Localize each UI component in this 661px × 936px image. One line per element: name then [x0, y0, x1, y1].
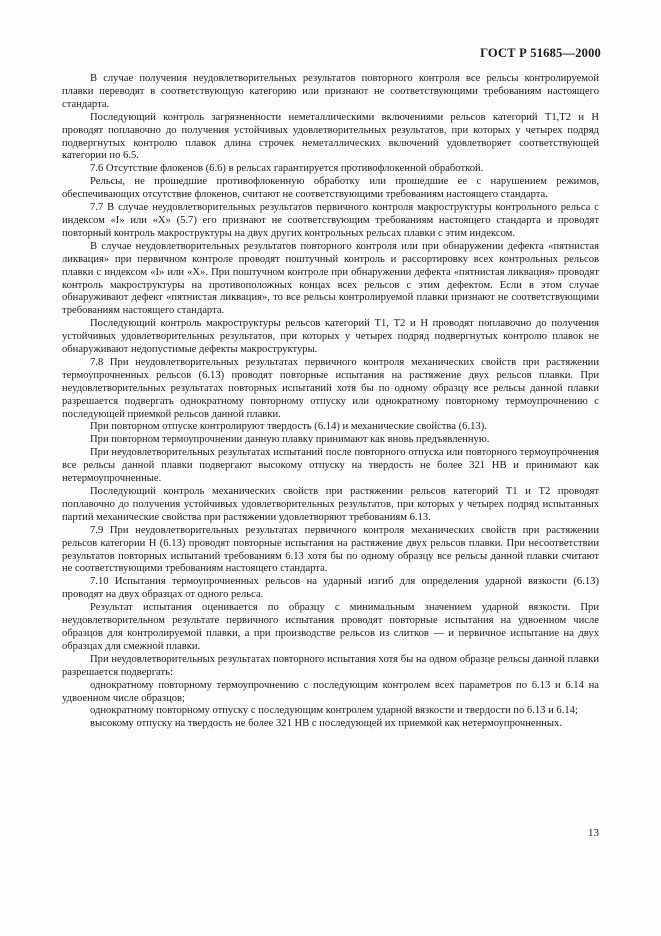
- paragraph: В случае получения неудовлетворительных результатов повторного контроля все рельсы контролируемой плавки переводят в соответствующую категорию или признают не соответствующими требованиям настоящего стандарта.: [62, 73, 599, 110]
- paragraph: Последующий контроль механических свойств при растяжении рельсов категорий Т1 и Т2 проводят поплавочно до получения устойчивых удовлетворительных результатов, при которых у четырех подряд испытанных партий механические свойства при растяжении удовлетворяют требованиям 6.13.: [62, 486, 599, 523]
- paragraph: В случае неудовлетворительных результатов повторного контроля или при обнаружении дефекта «пятнистая ликвация» при первичном контроле проводят поштучный контроль и рассортировку всех контрольных рельсов плавки с индексом «I» или «Х». При поштучном контроле при обнаружении дефекта «пятнистая ликвация» проводят контроль макроструктуры на противоположных концах всех рельсов с этим дефектом. Если в этом случае обнаруживают дефект «пятнистая ликвация», то все рельсы контролируемой плавки признают не соответствующими требованиям настоящего стандарта.: [62, 240, 599, 317]
- paragraph: При повторном термоупрочнении данную плавку принимают как вновь предъявленную.: [90, 434, 490, 446]
- paragraph: 7.6 Отсутствие флокенов (6.6) в рельсах гарантируется противофлокенной обработкой.: [90, 163, 484, 175]
- paragraph: При повторном отпуске контролируют твердость (6.14) и механические свойства (6.13).: [90, 421, 487, 433]
- paragraph: однократному повторному термоупрочнению с последующим контролем всех параметров по 6.13 и 6.14 на удвоенном числе образцов;: [62, 679, 599, 704]
- paragraph: Последующий контроль макроструктуры рельсов категорий Т1, Т2 и Н проводят поплавочно до получения устойчивых удовлетворительных результатов, при которых у четырех подряд подвергнутых контролю плавок не обнаруживают недопустимые дефекты макроструктуры.: [62, 318, 599, 356]
- paragraph: При неудовлетворительных результатах повторного испытания хотя бы на одном образце рельсы данной плавки разрешается подвергать:: [62, 653, 599, 678]
- paragraph: 7.8 При неудовлетворительных результатах первичного контроля механических свойств при растяжении термоупрочненных рельсов (6.13) проводят повторные испытания на растяжение двух рельсов плавки. При неудовлетворительных результатах повторных испытаний хотя бы по одному образцу все рельсы данной плавки разрешается подвергать однократному повторному отпуску или однократному повторному термоупрочнению с последующей приемкой рельсов данной плавки.: [62, 356, 599, 420]
- page-number: 13: [588, 827, 599, 839]
- paragraph: 7.10 Испытания термоупрочненных рельсов на ударный изгиб для определения ударной вязкости (6.13) проводят на двух образцах от одного рельса.: [62, 576, 599, 601]
- paragraph: однократному повторному отпуску с последующим контролем ударной вязкости и твердости по 6.13 и 6.14;: [90, 705, 578, 717]
- paragraph: 7.9 При неудовлетворительных результатах первичного контроля механических свойств при растяжении рельсов категории Н (6.13) проводят повторные испытания на растяжение двух рельсов плавки. При несоответствии результатов повторных испытаний требованиям 6.13 хотя бы по одному образцу все рельсы данной плавки считают не соответствующими требованиям настоящего стандарта.: [62, 524, 599, 575]
- document-body: [62, 73, 599, 731]
- paragraph: Последующий контроль загрязненности неметаллическими включениями рельсов категорий Т1,Т2 и Н проводят поплавочно до получения устойчивых удовлетворительных результатов, при которых у четырех подряд подвергнутых контролю плавок длина строчек неметаллических включений удовлетворяет соответствующей категории по 6.5.: [62, 111, 599, 162]
- paragraph: При неудовлетворительных результатах испытаний после повторного отпуска или повторного термоупрочнения все рельсы данной плавки подвергают высокому отпуску на твердость не более 321 НВ и принимают как нетермоупрочненные.: [62, 447, 599, 485]
- document-standard-header: ГОСТ Р 51685—2000: [480, 46, 601, 60]
- paragraph: Результат испытания оценивается по образцу с минимальным значением ударной вязкости. При неудовлетворительном результате первичного испытания проводят повторные испытания на удвоенном числе образцов для контролируемой плавки, а при производстве рельсов из слитков — и первичное испытание на двух образцах для смежной плавки.: [62, 602, 599, 652]
- paragraph: Рельсы, не прошедшие противофлокенную обработку или прошедшие ее с нарушением режимов, обеспечивающих отсутствие флокенов, считают не соответствующими требованиям настоящего стандарта.: [62, 176, 599, 201]
- paragraph: 7.7 В случае неудовлетворительных результатов первичного контроля макроструктуры контрольного рельса с индексом «I» или «Х» (5.7) его признают не соответствующим требованиям настоящего стандарта и проводят повторный контроль макроструктуры на двух других контрольных рельсах плавки с этим индексом.: [62, 202, 599, 239]
- paragraph: высокому отпуску на твердость не более 321 НВ с последующей их приемкой как нетермоупрочненных.: [90, 718, 562, 730]
